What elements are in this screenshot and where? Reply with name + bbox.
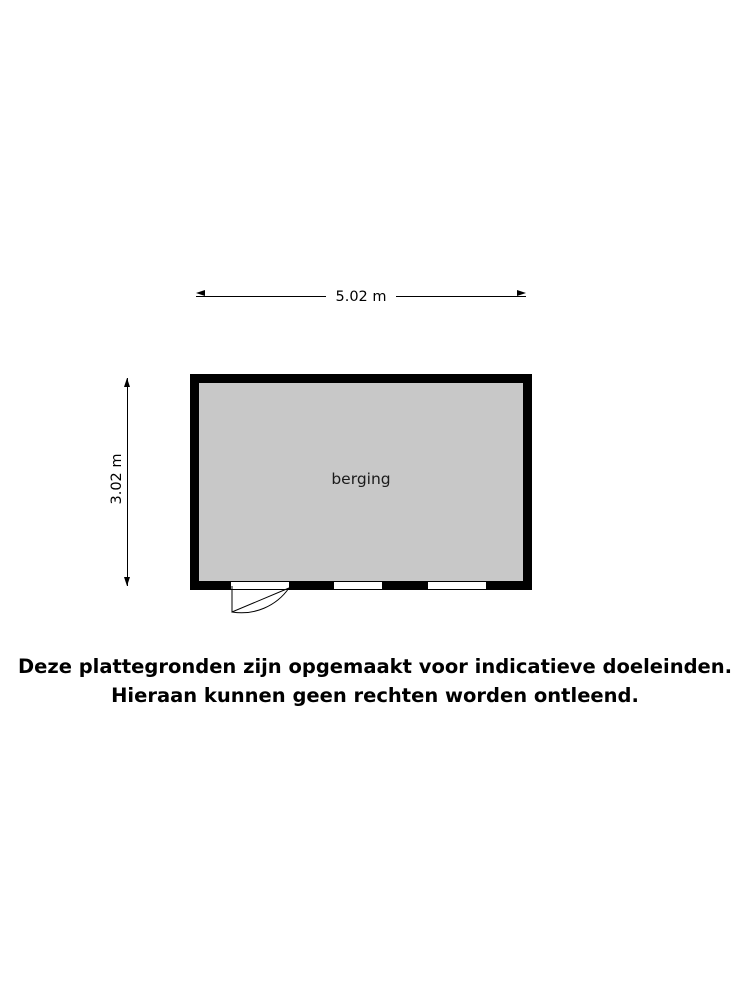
disclaimer-text — [0, 652, 750, 710]
window-opening-1 — [334, 581, 382, 590]
width-dimension-label — [196, 286, 526, 308]
dimension-line-vertical — [127, 378, 128, 586]
room-label-berging: berging — [331, 470, 391, 488]
width-dimension-value: 5.02 m — [326, 289, 395, 305]
height-dimension — [96, 378, 138, 586]
door-swing-icon — [231, 586, 293, 616]
height-dimension-value: 3.02 m — [109, 445, 125, 512]
width-dimension — [196, 286, 526, 308]
height-dimension-label — [109, 375, 125, 583]
disclaimer-line-2: Hieraan kunnen geen rechten worden ontleend. — [111, 684, 639, 707]
disclaimer-line-1: Deze plattegronden zijn opgemaakt voor indicatieve doeleinden. — [17, 655, 733, 678]
window-opening-2 — [428, 581, 486, 590]
